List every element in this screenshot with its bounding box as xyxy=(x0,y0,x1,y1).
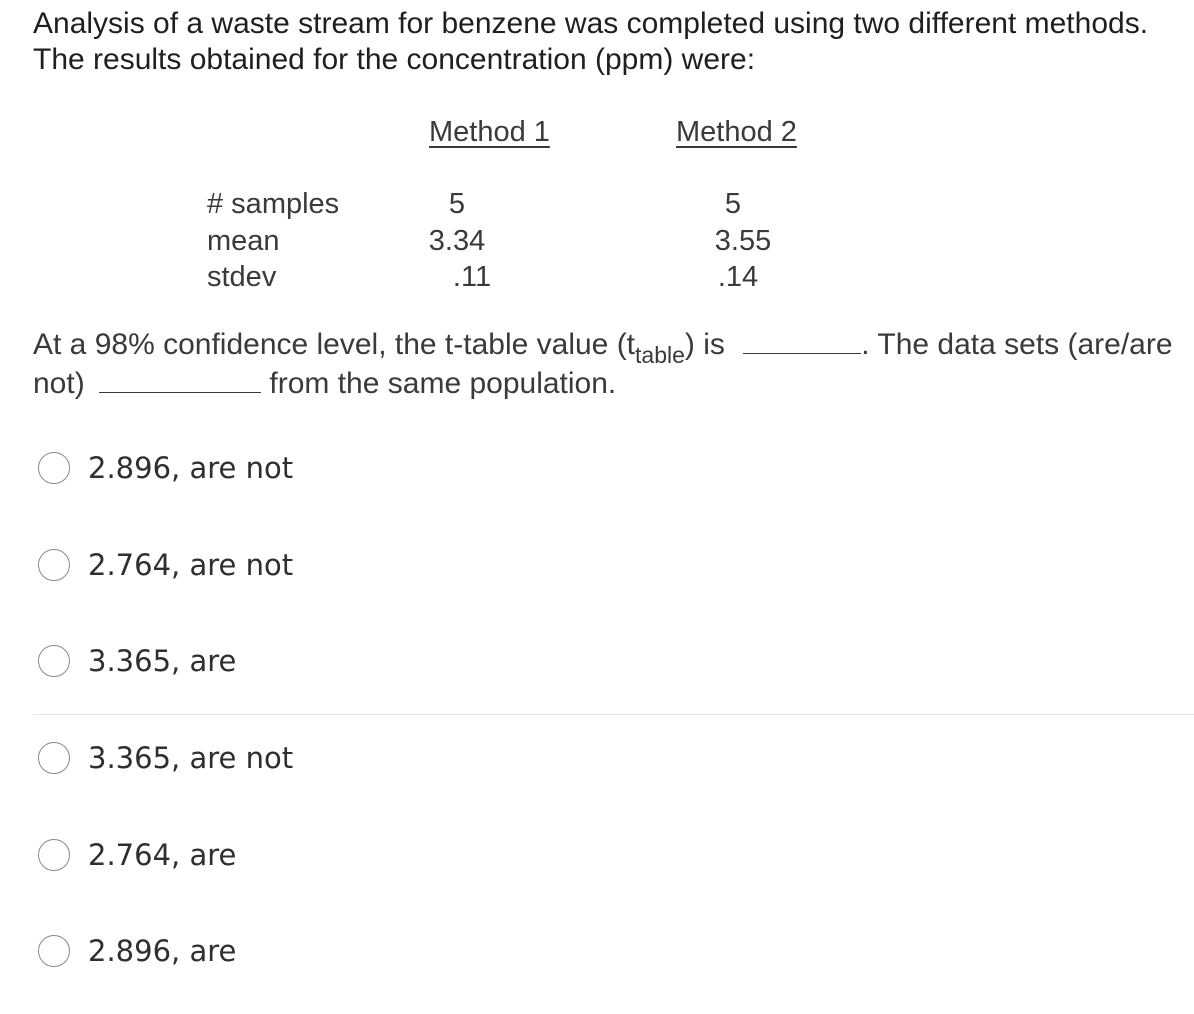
column-header-method-1: Method 1 xyxy=(429,116,550,148)
cell-samples-method-2: 5 xyxy=(724,188,742,220)
answer-option-label: 2.896, are not xyxy=(88,451,294,485)
prompt-text-part-2: ) is xyxy=(684,328,725,361)
row-label-samples: # samples xyxy=(207,188,340,220)
fill-in-prompt xyxy=(33,326,1173,403)
question-text: Analysis of a waste stream for benzene was completed using two different methods. The results obtained for the concentration (ppm) were: xyxy=(33,7,1149,76)
prompt-text-part-1: At a 98% confidence level, the t-table value (t xyxy=(33,328,636,361)
answer-option[interactable] xyxy=(38,740,293,776)
answer-option-label: 2.764, are not xyxy=(88,548,294,582)
row-label-stdev: stdev xyxy=(207,261,277,293)
answer-option-label: 2.896, are xyxy=(88,934,237,968)
answer-option-label: 3.365, are not xyxy=(88,741,294,775)
cell-samples-method-1: 5 xyxy=(448,188,466,220)
radio-button[interactable] xyxy=(38,935,70,967)
answer-option[interactable] xyxy=(38,547,293,583)
column-header-method-2: Method 2 xyxy=(676,116,797,148)
divider xyxy=(33,714,1194,715)
cell-stdev-method-1: .11 xyxy=(452,261,492,293)
cell-mean-method-1: 3.34 xyxy=(428,225,486,257)
blank-t-table-value xyxy=(743,327,861,354)
row-label-mean: mean xyxy=(207,225,280,257)
radio-button[interactable] xyxy=(38,452,70,484)
cell-mean-method-2: 3.55 xyxy=(714,225,772,257)
radio-button[interactable] xyxy=(38,645,70,677)
answer-option-label: 3.365, are xyxy=(88,644,237,678)
radio-button[interactable] xyxy=(38,839,70,871)
answer-option[interactable] xyxy=(38,933,236,969)
prompt-text-part-3: . The data sets (are/are not) xyxy=(33,328,1173,400)
prompt-subscript: table xyxy=(635,342,685,368)
cell-stdev-method-2: .14 xyxy=(717,261,759,293)
prompt-text-part-4: from the same population. xyxy=(269,367,617,400)
answer-option[interactable] xyxy=(38,837,236,873)
answer-option-label: 2.764, are xyxy=(88,838,237,872)
answer-option[interactable] xyxy=(38,450,293,486)
radio-button[interactable] xyxy=(38,549,70,581)
blank-are-are-not xyxy=(99,366,261,393)
radio-button[interactable] xyxy=(38,742,70,774)
answer-option[interactable] xyxy=(38,643,236,679)
